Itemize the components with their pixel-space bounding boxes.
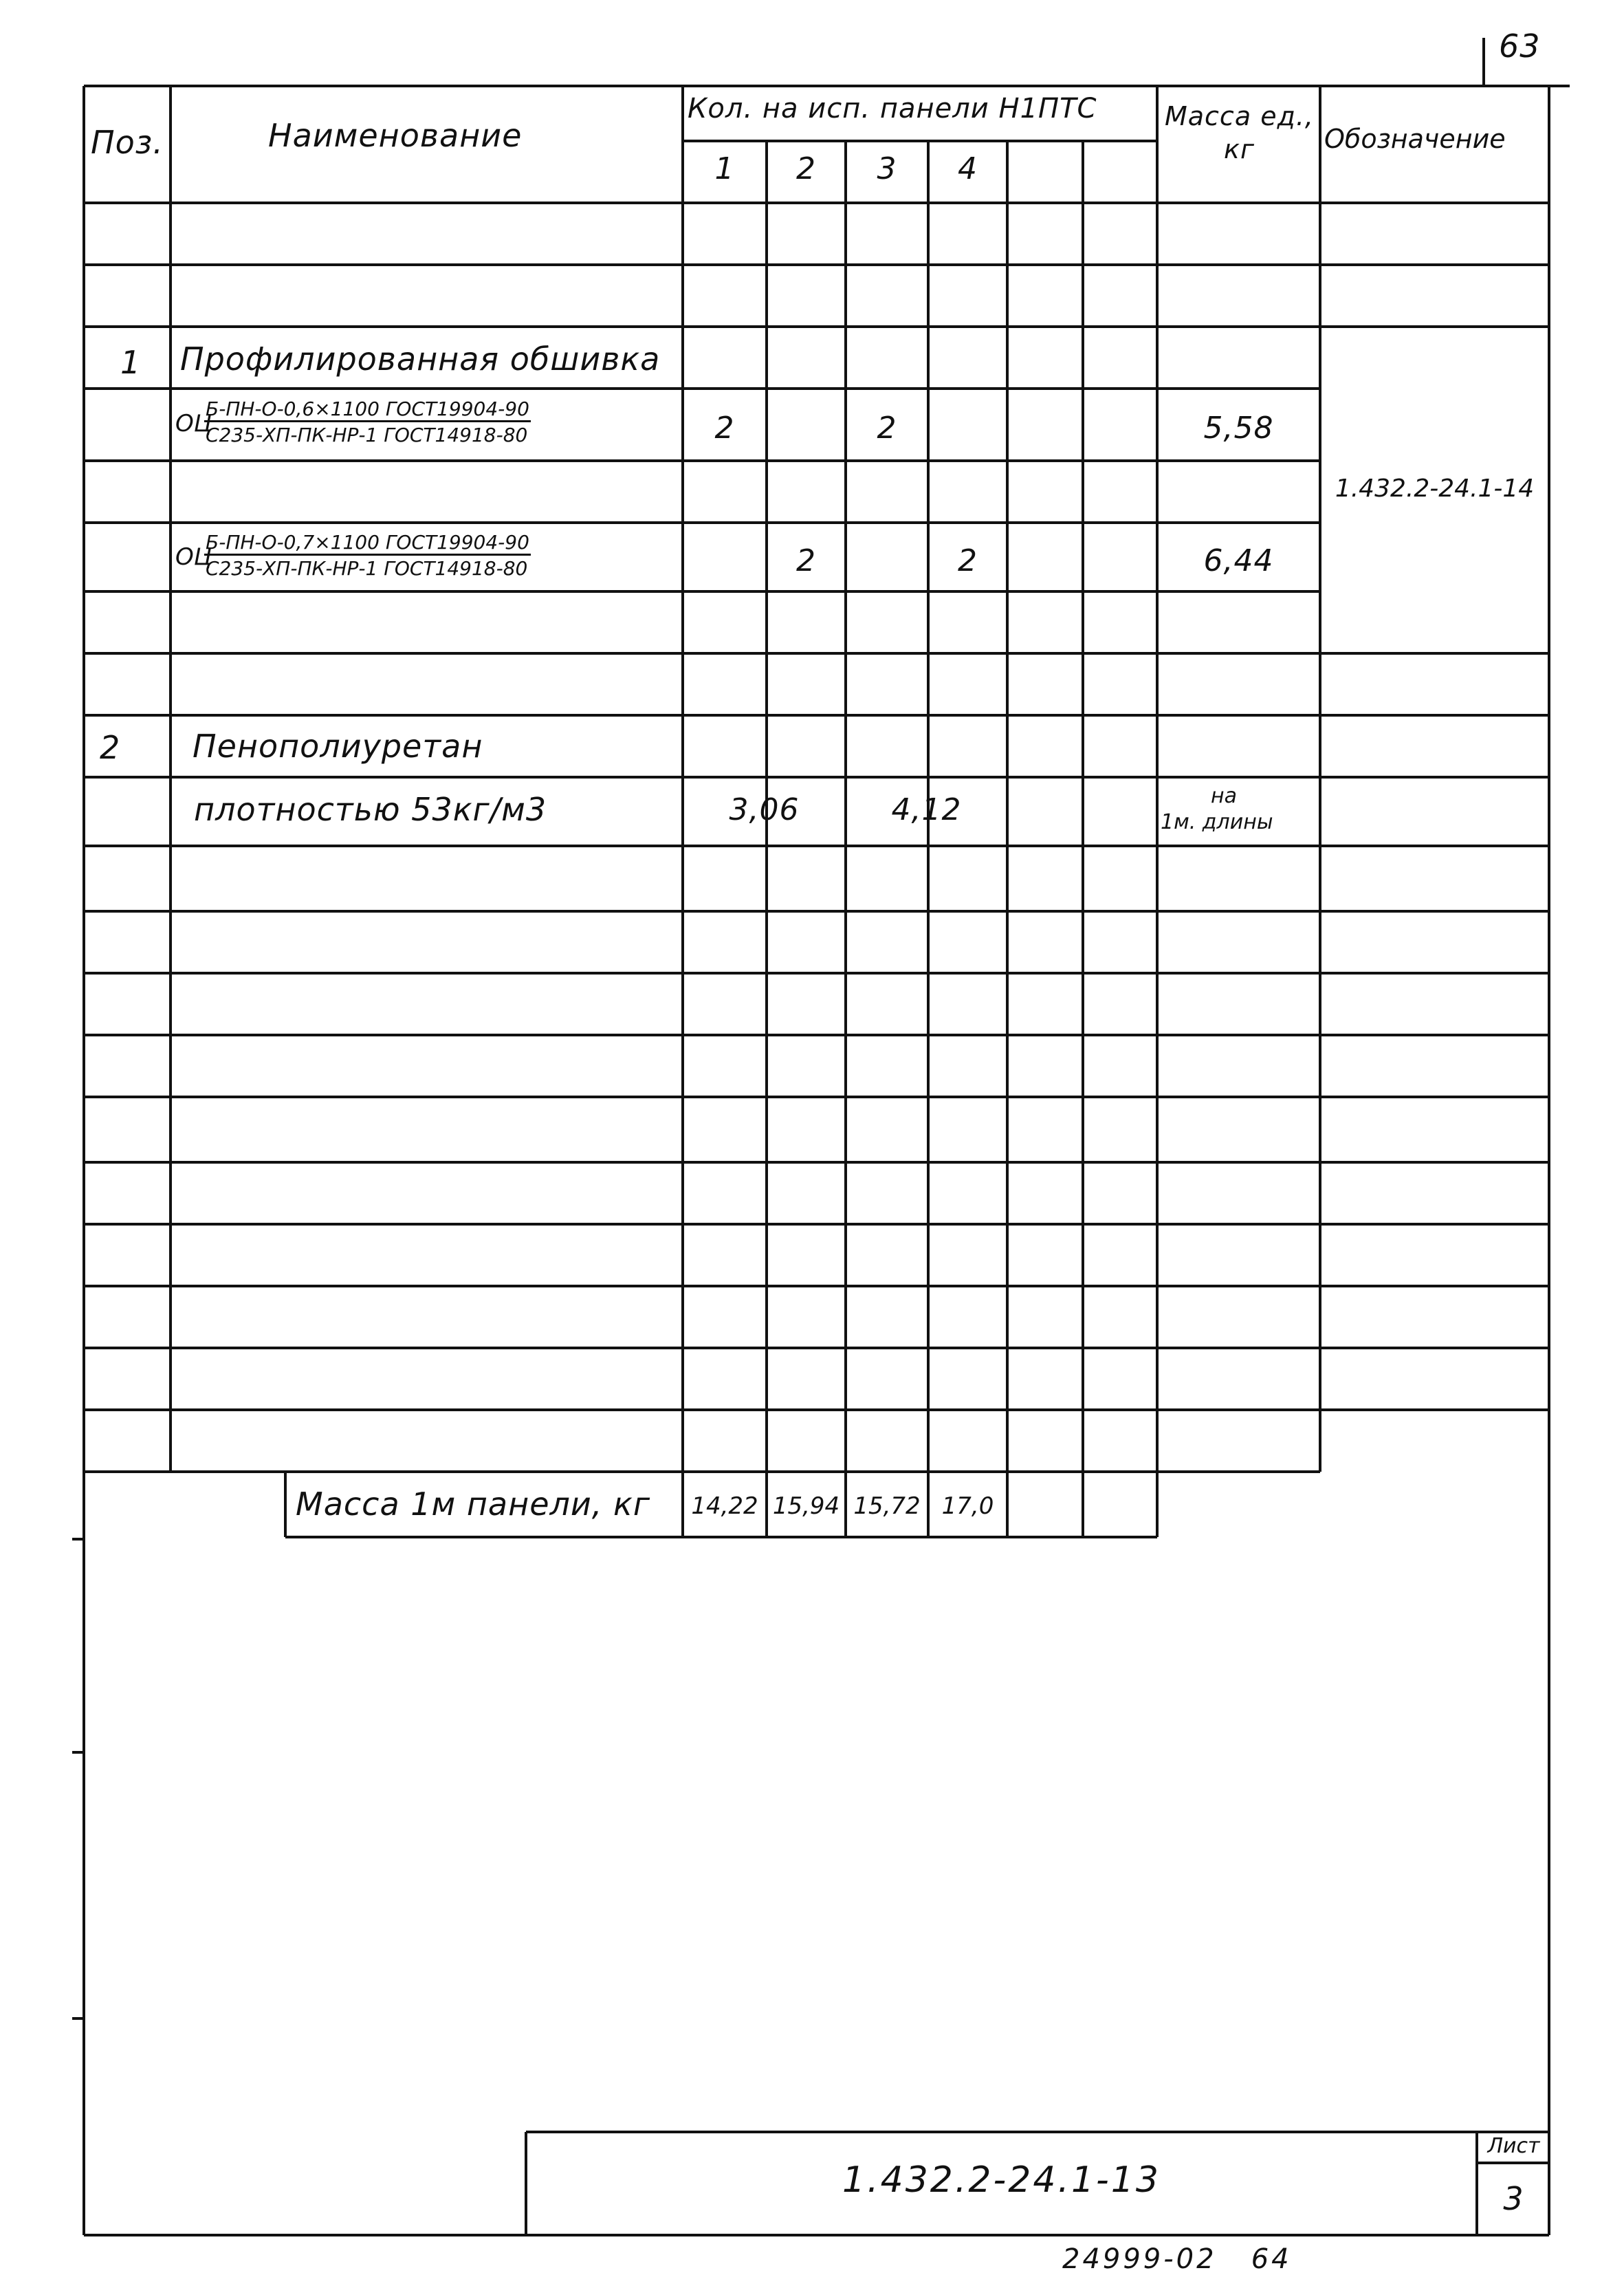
sheet-b-numerator: Б-ПН-О-0,7×1100 ГОСТ19904-90 xyxy=(204,531,531,556)
total-value-2: 15,94 xyxy=(772,1492,840,1520)
footer-code: 24999-02 64 xyxy=(1062,2243,1292,2275)
sheet-b-qty-2: 2 xyxy=(796,543,816,578)
header-qty-group: Кол. на исп. панели Н1ПТС xyxy=(688,93,1097,124)
total-value-1: 14,22 xyxy=(691,1492,758,1520)
document-code: 1.432.2-24.1-13 xyxy=(842,2159,1161,2201)
foam-value-b: 4,12 xyxy=(891,792,962,827)
total-label: Масса 1м панели, кг xyxy=(296,1485,650,1523)
foam-value-a: 3,06 xyxy=(729,792,800,827)
header-designation: Обозначение xyxy=(1324,124,1506,154)
header-qty-col-1: 1 xyxy=(714,151,735,186)
item2-name: Пенополиуретан xyxy=(193,728,483,765)
sheet-b-denominator: С235-ХП-ПК-НР-1 ГОСТ14918-80 xyxy=(206,557,528,580)
foam-mass-bottom: 1м. длины xyxy=(1161,810,1273,834)
sheet-a-mass: 5,58 xyxy=(1203,411,1274,446)
header-name: Наименование xyxy=(268,117,523,154)
sheet-b-prefix: ОЦ xyxy=(175,543,212,571)
item2-pos: 2 xyxy=(100,729,121,766)
header-mass: Масса ед., кг xyxy=(1164,101,1315,164)
header-pos: Поз. xyxy=(91,124,164,161)
sheet-a-numerator: Б-ПН-О-0,6×1100 ГОСТ19904-90 xyxy=(204,398,531,422)
page-number: 63 xyxy=(1499,28,1541,65)
sheet-a-qty-3: 2 xyxy=(877,411,897,446)
item1-pos: 1 xyxy=(120,344,142,381)
sheet-number: 3 xyxy=(1503,2180,1524,2217)
sheet-b-mass: 6,44 xyxy=(1203,543,1274,578)
sheet-a-prefix: ОЦ xyxy=(175,410,212,437)
item1-designation: 1.432.2-24.1-14 xyxy=(1335,475,1535,503)
item1-name: Профилированная обшивка xyxy=(180,340,661,378)
sheet-label: Лист xyxy=(1487,2134,1540,2158)
foam-name: плотностью 53кг/м3 xyxy=(194,791,547,828)
header-qty-col-4: 4 xyxy=(958,151,978,186)
header-qty-col-2: 2 xyxy=(796,151,816,186)
total-value-3: 15,72 xyxy=(853,1492,921,1520)
total-value-4: 17,0 xyxy=(941,1492,994,1520)
foam-mass-top: на xyxy=(1211,784,1237,808)
header-qty-col-3: 3 xyxy=(877,151,897,186)
sheet-a-qty-1: 2 xyxy=(714,411,735,446)
sheet-a-denominator: С235-ХП-ПК-НР-1 ГОСТ14918-80 xyxy=(206,424,528,446)
sheet-b-qty-4: 2 xyxy=(958,543,978,578)
